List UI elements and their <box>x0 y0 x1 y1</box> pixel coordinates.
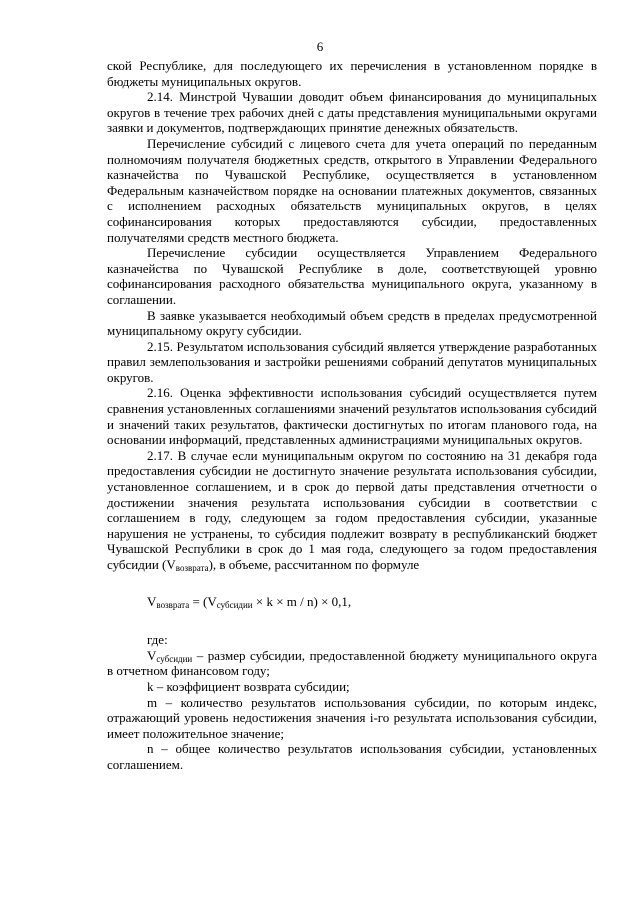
paragraph-2-17-end: ), в объеме, рассчитанном по формуле <box>208 557 420 572</box>
definition-v-subsidy <box>107 648 597 679</box>
formula-rest: × k × m / n) × 0,1, <box>252 593 352 609</box>
definition-v-subscript: субсидии <box>156 653 193 664</box>
return-formula <box>107 594 597 610</box>
paragraph-2-17 <box>107 448 597 573</box>
paragraph-transfer-subsidies: Перечисление субсидий с лицевого счета для учета операций по переданным полномочиям получателя бюджетных средств, открытого в Управлении Федерального казначейства по Чувашской Республике, осуществляется в установленном Федеральным казначейством порядке на основании платежных документов, связанных с исполнением расходных обязательств муниципальных округов, в целях софинансирования которых предоставляются субсидии, предоставленных получателями средств местного бюджета. <box>107 135 597 245</box>
where-label: где: <box>147 632 168 648</box>
formula-v: V <box>147 593 157 609</box>
paragraph-2-14: 2.14. Минстрой Чувашии доводит объем финансирования до муниципальных округов в течение трех рабочих дней с даты представления муниципальными округами заявки и документов, подтверждающих принятие денежных обязательств. <box>107 89 597 136</box>
document-body <box>107 58 597 773</box>
formula-subsidy-subscript: субсидии <box>216 599 253 610</box>
paragraph-application: В заявке указывается необходимый объем средств в пределах предусмотренной муниципальному округу субсидии. <box>107 307 597 339</box>
v-return-subscript: возврата <box>175 563 209 573</box>
paragraph-2-15: 2.15. Результатом использования субсидий является утверждение разработанных правил землепользования и застройки решениями собраний депутатов муниципальных округов. <box>107 338 597 385</box>
definition-v: V <box>147 647 157 663</box>
formula-v-subscript: возврата <box>156 599 190 610</box>
paragraph-2-16: 2.16. Оценка эффективности использования субсидий осуществляется путем сравнения установленных соглашениями значений результатов использования субсидий и значений таких результатов, фактически достигнутых по итогам планового года, на основании информаций, представленных администрациями муниципальных округов. <box>107 385 597 448</box>
definition-v-text: – размер субсидии, предоставленной бюджету муниципального округа в отчетном финансовом году; <box>107 647 597 679</box>
definition-n: n – общее количество результатов использования субсидии, установленных соглашением. <box>107 741 597 772</box>
paragraph-transfer-share: Перечисление субсидии осуществляется Управлением Федерального казначейства по Чувашской Республике в доле, соответствующей уровню софинансирования расходного обязательства муниципального округа, указанному в соглашении. <box>107 245 597 307</box>
formula-equals: = (V <box>189 593 217 609</box>
paragraph-2-17-text: 2.17. В случае если муниципальным округом по состоянию на 31 декабря года предоставления субсидии не достигнуто значение результата использования субсидии, установленное соглашением, и в срок до первой даты представления отчетности о достижении значения результата использования субсидии в соответствии с соглашением в году, следующем за годом предоставления субсидии, указанные нарушения не устранены, то субсидия подлежит возврату в республиканский бюджет Чувашской Республики в срок до 1 мая года, следующего за годом предоставления субсидии (V <box>107 447 597 572</box>
paragraph-continuation: ской Республике, для последующего их перечисления в установленном порядке в бюджеты муниципальных округов. <box>107 58 597 89</box>
page-number: 6 <box>316 39 324 54</box>
definition-m: m – количество результатов использования субсидии, по которым индекс, отражающий уровень недостижения значения i-го результата использования субсидии, имеет положительное значение; <box>107 694 597 741</box>
definition-k: k – коэффициент возврата субсидии; <box>147 678 350 694</box>
